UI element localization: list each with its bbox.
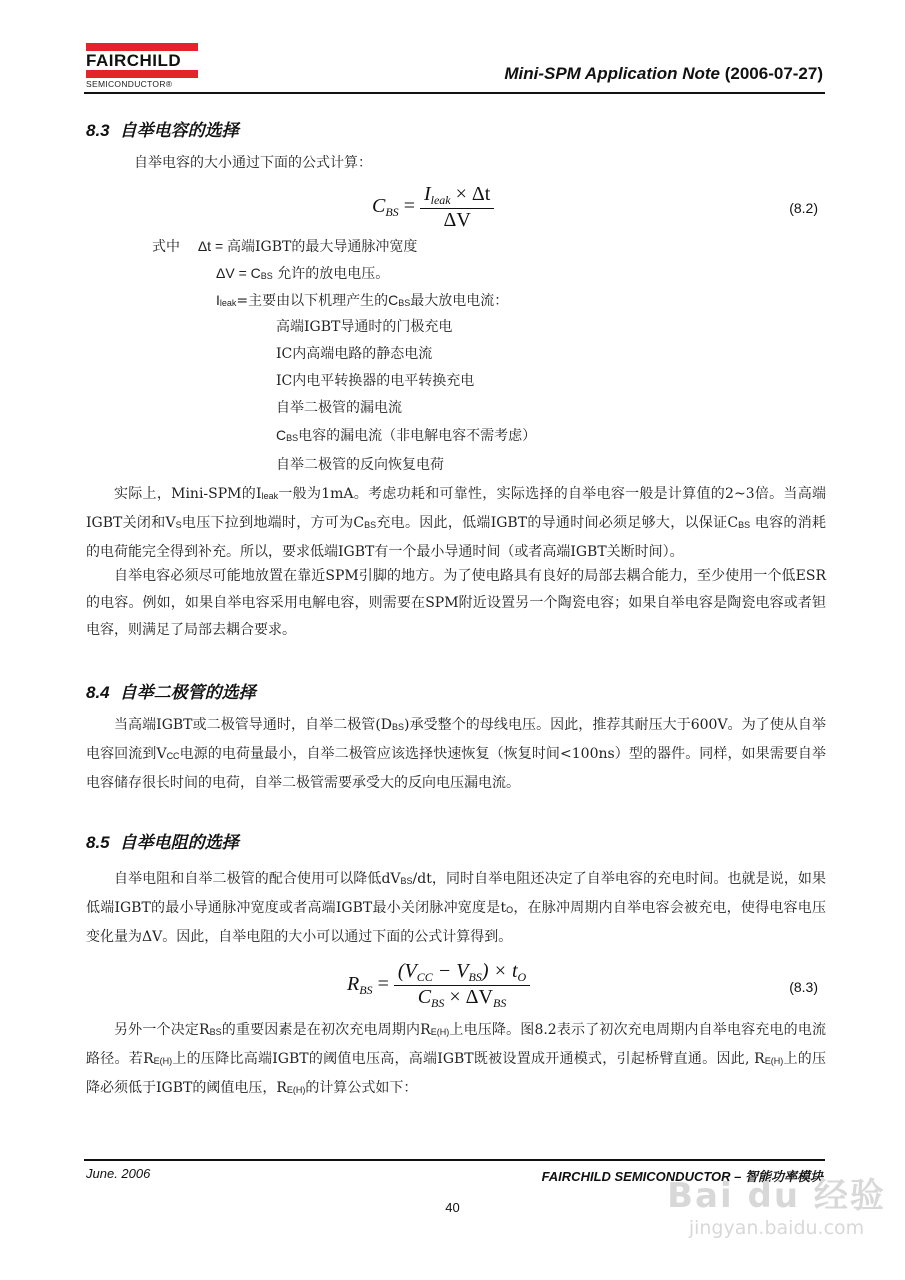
ileak-sub: leak [219, 298, 237, 308]
p852-e-sub: E(H) [286, 1085, 306, 1095]
eq-fraction [420, 183, 494, 232]
cbs-sub: BS [286, 433, 299, 443]
equation-label-8-2: (8.2) [789, 200, 818, 216]
watermark-url: jingyan.baidu.com [688, 1217, 865, 1239]
p84-b: )承受整个的母线电压。因此，推荐其耐压大于600V。为了使从自举电容回流到V [86, 717, 826, 762]
dv-c: C [250, 265, 261, 281]
ileak-c-sub: BS [398, 298, 411, 308]
eq-den-sub1: BS [431, 996, 445, 1010]
logo-wordmark: FAIRCHILD [86, 51, 182, 70]
paragraph-83-2: 自举电容必须尽可能地放置在靠近SPM引脚的地方。为了使电路具有良好的局部去耦合能力，至少使用一个低ESR的电容。例如，如果自举电容采用电解电容，则需要在SPM附近设置另一个陶瓷电容；如果自举电容是陶瓷电容或者钽电容，则满足了局部去耦合要求。 [86, 568, 826, 638]
p852-d-sub: E(H) [764, 1056, 784, 1066]
eq-lhs-sub: BS [359, 983, 373, 998]
dt-symbol: Δt [197, 238, 212, 254]
equation-8-2: $C_{BS}$ = $\frac{I_{leak} \times \Delta t}{\Delta V}$ [372, 183, 494, 232]
dt-text: 高端IGBT的最大导通脉冲宽度 [227, 239, 418, 255]
eq-num-a: I [423, 183, 431, 205]
paragraph-83-1 [86, 481, 826, 566]
logo-red-bar-top [86, 43, 198, 51]
dv-symbol: ΔV [216, 265, 235, 281]
eq-num-a-sub: leak [430, 193, 451, 207]
ileak-text1: =主要由以下机理产生的 [236, 293, 389, 309]
p1-a: 实际上，Mini-SPM的I [114, 486, 262, 502]
mechanism-item: 自举二极管的反向恢复电荷 [276, 457, 444, 473]
dv-c-sub: BS [260, 271, 273, 281]
paragraph-85-2 [86, 1017, 826, 1104]
equation-label-8-3: (8.3) [789, 979, 818, 995]
cbs-c: C [276, 427, 287, 443]
intro-text: 自举电容的大小通过下面的公式计算： [134, 155, 372, 171]
eq-fraction [394, 960, 530, 1011]
p1-c: 电压下拉到地端时，方可为C [181, 515, 365, 531]
equation-8-3: $R_{BS}$ = $\frac{(V_{CC} - V_{BS}) \times t_O}{C_{BS} \times \Delta V_{BS}}$ [347, 960, 530, 1011]
fairchild-logo [86, 43, 198, 89]
ileak-c: C [388, 292, 399, 308]
dt-eq: = [211, 238, 228, 254]
p84-b-sub: CC [166, 751, 180, 761]
doc-title: Mini-SPM Application Note [504, 64, 720, 83]
mechanism-list [276, 314, 536, 479]
eq-num-sub1: CC [416, 970, 433, 984]
mechanism-item-cbs [276, 422, 536, 452]
p852-b-sub: E(H) [430, 1027, 450, 1037]
eq-num-b: × Δt [450, 183, 491, 205]
p1-c-sub: BS [364, 520, 377, 530]
footer-company: FAIRCHILD SEMICONDUCTOR – 智能功率模块 [541, 1169, 823, 1184]
eq-den-b: × ΔV [444, 986, 493, 1008]
dv-text: 允许的放电电压。 [272, 266, 390, 282]
p84-a-sub: BS [392, 722, 405, 732]
mechanism-item: 自举二极管的漏电流 [276, 400, 402, 416]
eq-num-sub3: O [517, 970, 527, 984]
paragraph-85-1 [86, 866, 826, 951]
eq-lhs: R [347, 973, 360, 996]
section-title: 自举电容的选择 [119, 121, 239, 140]
p852-b: 的重要因素是在初次充电周期内R [221, 1022, 431, 1038]
where-dv-line [216, 260, 389, 290]
section-number: 8.5 [86, 833, 110, 852]
p85-a: 自举电阻和自举二极管的配合使用可以降低dV [114, 871, 401, 887]
p85-c: ，在脉冲周期内自举电容会被充电，使得电容电压变化量为ΔV。因此，自举电阻的大小可以通过下面的公式计算得到。 [86, 900, 826, 945]
p852-f: 的计算公式如下： [305, 1080, 418, 1096]
mechanism-item: 高端IGBT导通时的门极充电 [276, 319, 453, 335]
p84-a: 当高端IGBT或二极管导通时，自举二极管(D [114, 717, 393, 733]
section-number: 8.3 [86, 121, 110, 140]
p852-c-sub: E(H) [153, 1056, 173, 1066]
eq-num: (V [397, 960, 417, 982]
header-rule [84, 92, 825, 94]
logo-subtitle: SEMICONDUCTOR® [86, 79, 173, 89]
logo-red-bar-bottom [86, 70, 198, 78]
p852-e: 上的压降必须低于IGBT的阈值电压，R [86, 1051, 827, 1096]
section-heading-8-5 [86, 828, 239, 853]
eq-den-sub2: BS [492, 996, 507, 1010]
watermark-brand: Bai du 经验 [667, 1176, 886, 1216]
ileak-text2: 最大放电电流： [410, 293, 509, 309]
p85-b-sub: O [506, 905, 514, 915]
p85-a-sub: BS [400, 876, 413, 886]
paragraph-84 [86, 712, 826, 797]
eq-lhs-sub: BS [385, 205, 399, 220]
footer-rule [84, 1159, 825, 1161]
eq-den: ΔV [420, 208, 494, 232]
footer-date: June. 2006 [86, 1166, 151, 1181]
p852-a-sub: BS [209, 1027, 222, 1037]
eq-num-mid: − V [432, 960, 469, 982]
p852-a: 另外一个决定R [114, 1022, 210, 1038]
p1-b: 一般为1mA。考虑功耗和可靠性，实际选择的自举电容一般是计算值的2~3倍。当高端IGBT关闭和V [86, 486, 826, 531]
section-title: 自举电阻的选择 [119, 833, 239, 852]
p852-c: 上电压降。图8.2表示了初次充电周期内自举电容充电的电流路径。若R [86, 1022, 826, 1067]
p1-a-sub: leak [261, 491, 279, 501]
p852-d: 上的压降比高端IGBT的阈值电压高，高端IGBT既被设置成开通模式，引起桥臂直通。因此, R [172, 1051, 765, 1067]
doc-date: (2006-07-27) [724, 64, 823, 83]
where-ileak-line [216, 287, 508, 317]
ileak-symbol: I [216, 292, 220, 308]
section-title: 自举二极管的选择 [119, 683, 256, 702]
eq-den-a: C [417, 986, 432, 1008]
baidu-watermark [648, 1168, 905, 1239]
mechanism-item: IC内电平转换器的电平转换充电 [276, 373, 475, 389]
where-dt-line [152, 233, 417, 261]
section-number: 8.4 [86, 683, 110, 702]
p1-e: 电容的消耗的电荷能完全得到补充。所以，要求低端IGBT有一个最小导通时间（或者高端IGBT关断时间）。 [86, 515, 827, 560]
p84-c: 电源的电荷量最小，自举二极管应该选择快速恢复（恢复时间<100ns）型的器件。同样，如果需要自举电容储存很长时间的电荷，自举二极管需要承受大的反向电压漏电流。 [86, 746, 826, 791]
dv-eq: = [234, 265, 251, 281]
p85-b: /dt，同时自举电阻还决定了自举电容的充电时间。也就是说，如果低端IGBT的最小导通脉冲宽度或者高端IGBT最小关闭脉冲宽度是t [86, 871, 826, 916]
eq-num-end: ) × t [481, 960, 518, 982]
section-heading-8-3 [86, 116, 239, 141]
eq-lhs: C [372, 195, 386, 218]
p1-d: 充电。因此，低端IGBT的导通时间必须足够大，以保证C [376, 515, 739, 531]
cbs-text: 电容的漏电流（非电解电容不需考虑） [298, 428, 537, 444]
eq-num-sub2: BS [468, 970, 482, 984]
p1-d-sub: BS [738, 520, 751, 530]
document-header-title [504, 64, 823, 84]
page-number: 40 [445, 1200, 460, 1215]
mechanism-item: IC内高端电路的静态电流 [276, 346, 433, 362]
where-prefix: 式中 [152, 239, 180, 255]
p1-b-sub: S [175, 520, 182, 530]
section-heading-8-4 [86, 678, 256, 703]
